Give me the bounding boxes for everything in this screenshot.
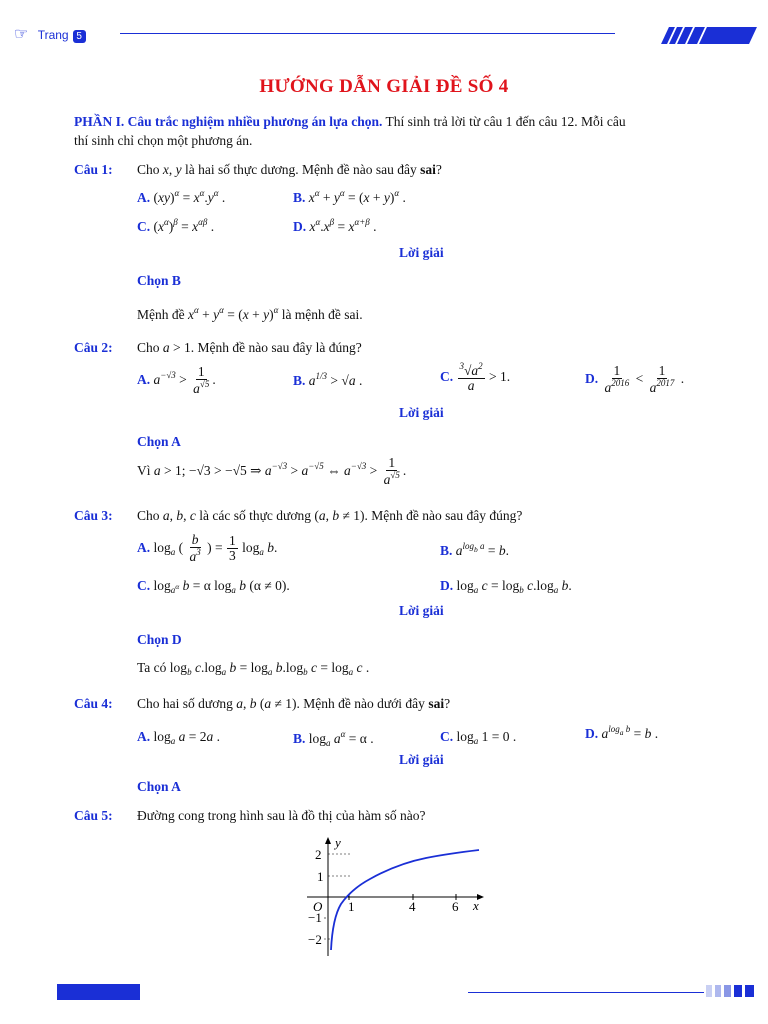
footer-left-bar bbox=[57, 984, 140, 1000]
q4-stem-post: . Mệnh đề nào dưới đây bbox=[296, 696, 425, 711]
q3-option-d: D. $\log_a c = \log_b c.\log_a$ b. bbox=[440, 578, 572, 595]
q3-answer: Chọn D bbox=[137, 632, 182, 647]
question-5-label: Câu 5: bbox=[74, 808, 113, 823]
q1-answer: Chọn B bbox=[137, 273, 181, 288]
option-c-label: C. bbox=[440, 368, 454, 384]
question-3-label: Câu 3: bbox=[74, 508, 113, 523]
q4-option-c: C. $\log_a 1 = 0$ . bbox=[440, 729, 517, 746]
log-function-graph bbox=[302, 834, 502, 959]
y-tick-label-m1: −1 bbox=[308, 910, 322, 925]
q2-solution-heading: Lời giải bbox=[399, 405, 444, 420]
x-tick-label-4: 4 bbox=[409, 899, 416, 914]
q3-option-a: A. $\log_a$ ( $\frac{b}{a^3}$ ) = $\frac{1}{3}$ $\log_a b$. bbox=[137, 532, 278, 565]
page-header bbox=[14, 24, 86, 44]
q1-solution-heading: Lời giải bbox=[399, 245, 444, 260]
part1-intro-line1: Thí sinh trả lời từ câu 1 đến câu 12. Mỗi câu bbox=[385, 114, 626, 129]
q1-explain-pre: Mệnh đề bbox=[137, 307, 185, 322]
question-4-stem: Cho hai số dương a, b (a ≠ 1). Mệnh đề nào dưới đây sai? bbox=[137, 696, 451, 711]
q4-option-a: A. $\log_a a = 2a$ . bbox=[137, 729, 221, 746]
part1-heading: PHẦN I. Câu trắc nghiệm nhiều phương án lựa chọn. bbox=[74, 114, 383, 129]
y-tick-label-2: 2 bbox=[315, 847, 322, 862]
footer-squares-decoration bbox=[706, 985, 754, 997]
option-b-label: B. bbox=[293, 731, 306, 746]
q1-explain-post: là mệnh đề sai. bbox=[281, 307, 363, 322]
q2-explanation: Vì a > 1; −√3 > −√5 ⇒ $a^{-√3} > a^{-√5}$ ⇔ $a^{-√3}$ > $\frac{1}{a^{√5}}$ . bbox=[137, 455, 407, 488]
question-5-stem: Đường cong trong hình sau là đồ thị của hàm số nào? bbox=[137, 808, 426, 823]
q3-stem-mid: là các số thực dương bbox=[199, 508, 312, 523]
option-b-label: B. bbox=[440, 543, 453, 558]
option-a-label: A. bbox=[137, 729, 151, 744]
option-d-label: D. bbox=[293, 219, 307, 234]
q4-solution-heading: Lời giải bbox=[399, 752, 444, 767]
q2-option-a: A. $a^{-√3}$ > $\frac{1}{a^{√5}}$ . bbox=[137, 364, 216, 397]
option-c-label: C. bbox=[440, 729, 454, 744]
q2-option-d: D. $\frac{1}{a^{2016}}$ < $\frac{1}{a^{2017}}$ . bbox=[585, 363, 685, 396]
header-rule bbox=[120, 33, 615, 34]
q3-option-c: C. $\log_{a^\alpha} b = \alpha$ $\log_a b$ (α ≠ 0). bbox=[137, 578, 290, 595]
origin-label: O bbox=[313, 899, 323, 914]
q1-option-c: C. $(x^\alpha)^\beta = x^{\alpha\beta}$ . bbox=[137, 217, 215, 234]
question-3-stem: Cho a, b, c là các số thực dương (a, b ≠ 1). Mệnh đề nào sau đây đúng? bbox=[137, 508, 523, 523]
q2-option-b: B. $a^{1/3} > √a$ . bbox=[293, 371, 363, 388]
question-1-label: Câu 1: bbox=[74, 162, 113, 177]
option-b-label: B. bbox=[293, 373, 306, 388]
q1-stem-pre: Cho bbox=[137, 162, 160, 177]
footer-rule bbox=[468, 992, 704, 993]
x-tick-label-1: 1 bbox=[348, 899, 355, 914]
option-c-label: C. bbox=[137, 219, 151, 234]
q4-option-d: D. $a^{log_a b} = b$ . bbox=[585, 724, 659, 741]
q4-stem-bold: sai bbox=[428, 696, 445, 711]
q1-stem-mid: là hai số thực dương. Mệnh đề nào sau đây bbox=[185, 162, 417, 177]
question-4-label: Câu 4: bbox=[74, 696, 113, 711]
q2-stem-post: . Mệnh đề nào sau đây là đúng? bbox=[190, 340, 362, 355]
q4-stem-end: ? bbox=[444, 696, 451, 711]
q2-explain-pre: Vì bbox=[137, 462, 151, 478]
option-d-label: D. bbox=[440, 578, 454, 593]
q2-stem-pre: Cho bbox=[137, 340, 160, 355]
y-axis-label: y bbox=[335, 835, 341, 850]
q2-answer: Chọn A bbox=[137, 434, 181, 449]
y-axis-arrow-icon bbox=[325, 837, 331, 844]
q3-stem-pre: Cho bbox=[137, 508, 160, 523]
part1-intro bbox=[74, 114, 626, 130]
q1-explanation: Mệnh đề $x^\alpha + y^\alpha = (x + y)^\alpha$ là mệnh đề sai. bbox=[137, 305, 363, 322]
option-b-label: B. bbox=[293, 190, 306, 205]
q4-stem-pre: Cho hai số dương bbox=[137, 696, 233, 711]
x-axis-label: x bbox=[473, 898, 479, 913]
question-1-stem: Cho x, y là hai số thực dương. Mệnh đề nào sau đây sai? bbox=[137, 162, 442, 177]
q1-option-d: D. $x^\alpha.x^\beta = x^{\alpha+\beta}$ . bbox=[293, 217, 377, 234]
option-a-label: A. bbox=[137, 371, 151, 387]
q3-explanation: Ta có $\log_b c.\log_a$ $b = \log_a b.\log_b$ $c = \log_a c$ . bbox=[137, 660, 370, 677]
x-tick-label-6: 6 bbox=[452, 899, 459, 914]
option-d-label: D. bbox=[585, 370, 599, 386]
y-tick-label-1: 1 bbox=[317, 869, 324, 884]
part1-intro-line2: thí sinh chỉ chọn một phương án. bbox=[74, 133, 253, 148]
q1-stem-end: ? bbox=[435, 162, 442, 177]
pointing-hand-icon: ☞ bbox=[14, 26, 29, 43]
option-d-label: D. bbox=[585, 726, 599, 741]
q1-option-b: B. $x^\alpha + y^\alpha = (x + y)^\alpha$ . bbox=[293, 188, 406, 205]
y-tick-label-m2: −2 bbox=[308, 932, 322, 947]
q3-option-b: B. $a^{log_b a} = b$. bbox=[440, 541, 510, 558]
q1-stem-bold: sai bbox=[420, 162, 436, 177]
page-number-badge: 5 bbox=[73, 30, 86, 43]
option-c-label: C. bbox=[137, 578, 151, 593]
header-stripes-decoration bbox=[665, 27, 753, 44]
q3-stem-post: . Mệnh đề nào sau đây đúng? bbox=[364, 508, 523, 523]
q4-option-b: B. $\log_a a^\alpha = \alpha$ . bbox=[293, 729, 374, 748]
q3-solution-heading: Lời giải bbox=[399, 603, 444, 618]
header-label: Trang bbox=[37, 28, 69, 42]
question-2-stem: Cho a > 1. Mệnh đề nào sau đây là đúng? bbox=[137, 340, 362, 355]
q2-option-c: C. $\frac{^3√a^2}{a}$ > 1. bbox=[440, 361, 511, 394]
q3-explain-pre: Ta có bbox=[137, 660, 167, 675]
option-a-label: A. bbox=[137, 190, 151, 205]
page-title: HƯỚNG DẪN GIẢI ĐỀ SỐ 4 bbox=[259, 76, 509, 97]
option-a-label: A. bbox=[137, 539, 151, 555]
q1-option-a: A. $(xy)^\alpha = x^\alpha.y^\alpha$ . bbox=[137, 188, 226, 205]
question-2-label: Câu 2: bbox=[74, 340, 113, 355]
q4-answer: Chọn A bbox=[137, 779, 181, 794]
